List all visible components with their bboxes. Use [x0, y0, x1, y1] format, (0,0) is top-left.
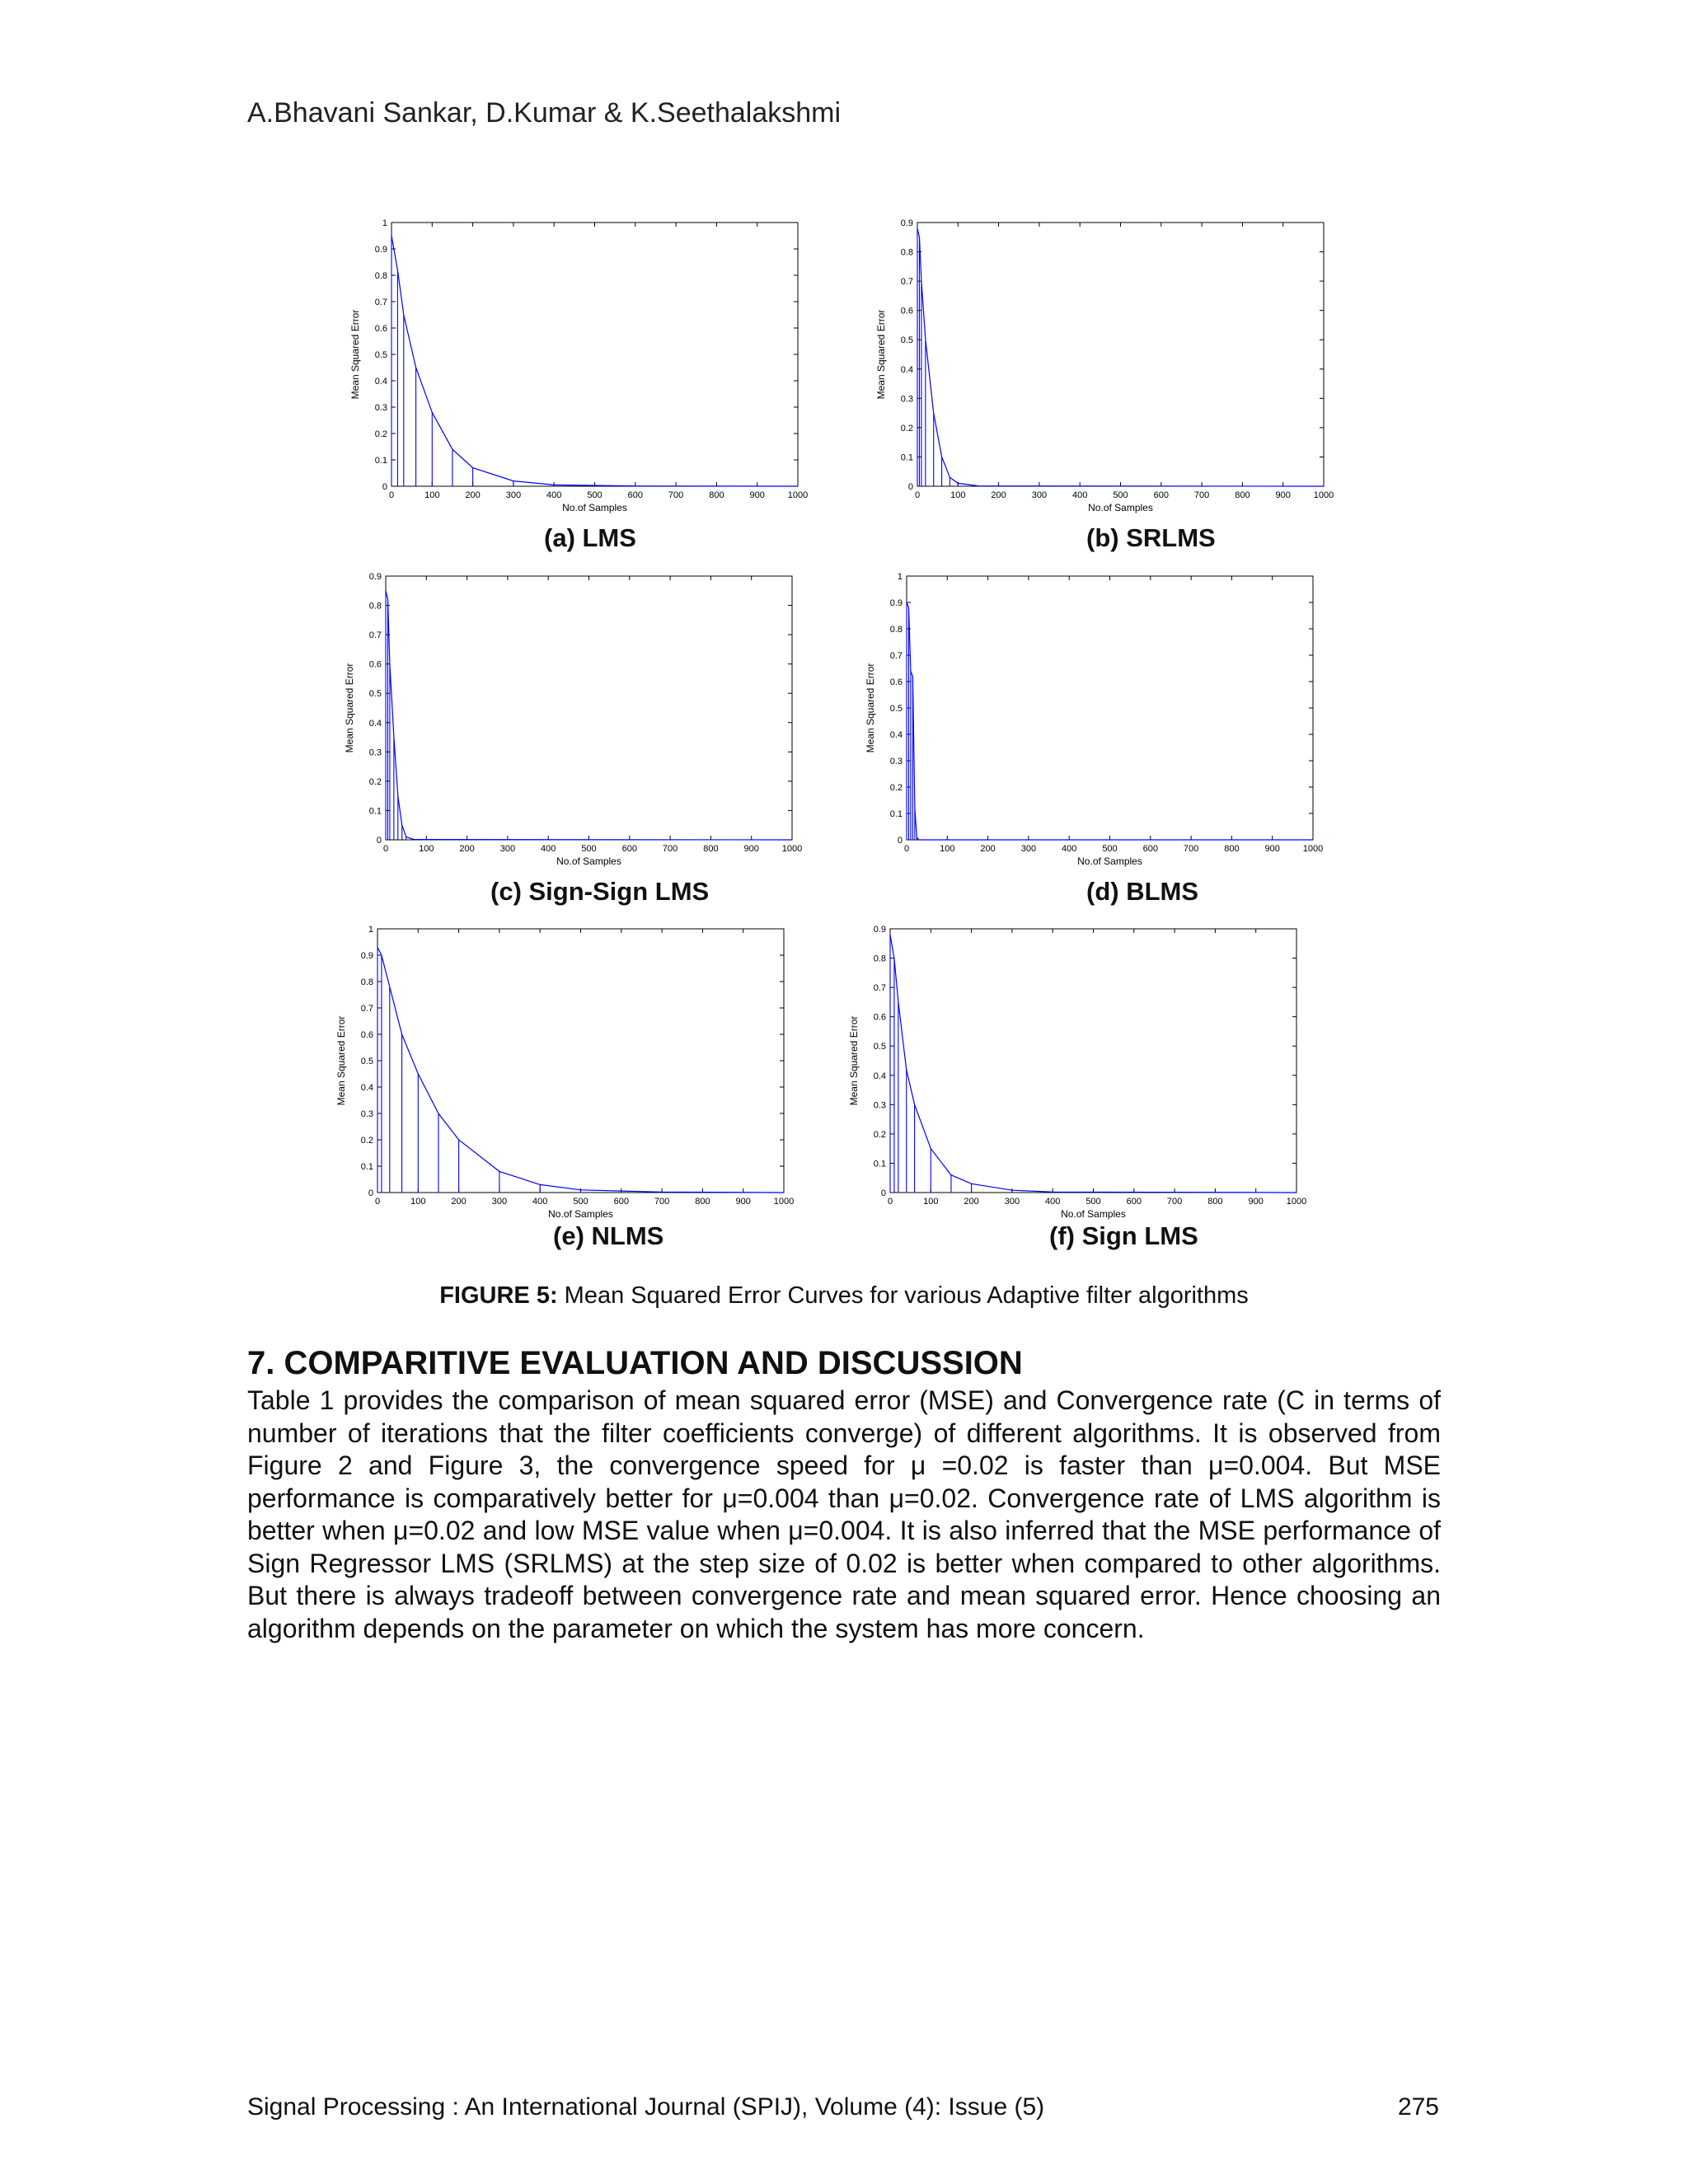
y-tick-label: 0: [382, 482, 387, 492]
section-body-paragraph: Table 1 provides the comparison of mean squared error (MSE) and Convergence rate (C in terms of number of iterations that the filter coefficients converge) of different algorithms. It is observed from Figure 2 and Figure 3, the convergence speed for μ =0.02 is faster than μ=0.004. But MSE performance is comparatively better for μ=0.004 than μ=0.02. Convergence rate of LMS algorithm is better when μ=0.02 and low MSE value when μ=0.004. It is also inferred that the MSE performance of Sign Regressor LMS (SRLMS) at the step size of 0.02 is better when compared to other algorithms. But there is always tradeoff between convergence rate and mean squared error. Hence choosing an algorithm depends on the parameter on which the system has more concern.: [247, 1385, 1442, 1643]
x-tick-label: 0: [914, 490, 921, 500]
footer-page-number: 275: [1397, 2093, 1439, 2121]
y-tick-label: 0.8: [889, 625, 903, 635]
x-tick-label: 900: [743, 844, 759, 854]
x-tick-label: 200: [980, 844, 996, 854]
y-tick-label: 1: [897, 572, 903, 582]
x-axis-label: No.of Samples: [548, 1208, 613, 1220]
x-tick-label: 900: [1275, 490, 1291, 500]
plot-frame: [386, 576, 792, 840]
x-tick-label: 500: [581, 844, 597, 854]
x-tick-label: 300: [1020, 844, 1037, 854]
x-tick-label: 600: [613, 1197, 629, 1207]
x-tick-label: 100: [424, 490, 440, 500]
y-tick-label: 0.7: [889, 651, 903, 661]
y-axis-label: Mean Squared Error: [848, 1015, 860, 1106]
x-tick-label: 600: [1153, 490, 1169, 500]
x-tick-label: 1000: [787, 490, 809, 500]
y-tick-label: 0.2: [374, 429, 387, 439]
x-tick-label: 700: [662, 844, 678, 854]
panel-caption-blms: (d) BLMS: [1086, 877, 1199, 906]
y-tick-label: 0.7: [360, 1004, 373, 1014]
y-tick-label: 0.7: [900, 277, 913, 288]
x-tick-label: 500: [587, 490, 603, 500]
y-tick-label: 0.9: [889, 598, 903, 608]
y-tick-label: 1: [382, 218, 387, 228]
x-tick-label: 0: [903, 844, 910, 854]
y-tick-label: 0.6: [900, 306, 913, 316]
x-tick-label: 900: [1264, 844, 1280, 854]
y-tick-label: 0.2: [889, 783, 903, 793]
y-tick-label: 0.1: [900, 452, 913, 463]
y-tick-label: 0.3: [360, 1109, 373, 1119]
x-tick-label: 300: [505, 490, 522, 500]
y-tick-label: 0.5: [360, 1057, 373, 1066]
y-tick-label: 0.4: [873, 1071, 886, 1081]
y-axis-label: Mean Squared Error: [865, 663, 876, 753]
y-tick-label: 0.9: [374, 245, 387, 255]
chart-panel-sign-lms: [845, 916, 1331, 1250]
mse-chart-srlms: [872, 210, 1358, 519]
x-tick-label: 100: [419, 844, 434, 854]
mse-chart-sign-sign-lms: [340, 564, 827, 873]
y-axis-label: Mean Squared Error: [344, 663, 355, 753]
plot-frame: [890, 929, 1296, 1193]
x-tick-label: 400: [541, 844, 556, 854]
x-axis-label: No.of Samples: [562, 502, 627, 513]
panel-caption-sign-lms: (f) Sign LMS: [1049, 1221, 1198, 1250]
y-tick-label: 0: [880, 1188, 886, 1198]
figure-caption-label: FIGURE 5:: [439, 1282, 558, 1309]
x-axis-label: No.of Samples: [556, 855, 621, 867]
y-tick-label: 0: [368, 1188, 373, 1198]
x-tick-label: 100: [923, 1197, 939, 1207]
y-axis-label: Mean Squared Error: [335, 1015, 347, 1106]
plot-frame: [907, 576, 1313, 840]
y-tick-label: 0.8: [374, 271, 387, 281]
x-tick-label: 0: [887, 1197, 893, 1207]
panel-caption-sign-sign-lms: (c) Sign-Sign LMS: [490, 877, 710, 906]
chart-panel-lms: [346, 210, 832, 552]
y-tick-label: 0.6: [360, 1030, 373, 1040]
x-tick-label: 0: [374, 1197, 381, 1207]
x-tick-label: 400: [1062, 844, 1077, 854]
footer-journal: Signal Processing : An International Journal (SPIJ), Volume (4): Issue (5): [247, 2093, 1045, 2121]
y-tick-label: 0.7: [374, 298, 387, 307]
x-tick-label: 500: [1113, 490, 1128, 500]
x-tick-label: 0: [388, 490, 395, 500]
y-tick-label: 0.4: [360, 1083, 373, 1093]
y-tick-label: 0.1: [360, 1162, 373, 1172]
y-tick-label: 0.8: [873, 954, 886, 964]
x-tick-label: 300: [1004, 1197, 1020, 1207]
y-tick-label: 0.8: [900, 247, 913, 258]
x-tick-label: 700: [1166, 1197, 1183, 1207]
x-axis-label: No.of Samples: [1088, 502, 1153, 513]
y-tick-label: 0.7: [368, 630, 382, 641]
x-tick-label: 700: [668, 490, 684, 500]
plot-frame: [392, 223, 798, 486]
x-tick-label: 700: [1183, 844, 1199, 854]
y-tick-label: 0.3: [900, 394, 913, 405]
x-tick-label: 400: [532, 1197, 548, 1207]
x-tick-label: 200: [465, 490, 481, 500]
y-tick-label: 0.4: [900, 364, 913, 375]
chart-panel-sign-sign-lms: [340, 564, 827, 906]
x-tick-label: 1000: [1313, 490, 1334, 500]
y-tick-label: 0.2: [900, 423, 913, 434]
x-tick-label: 1000: [1302, 844, 1324, 854]
x-tick-label: 100: [940, 844, 955, 854]
panel-caption-lms: (a) LMS: [544, 523, 636, 552]
y-tick-label: 0.3: [873, 1100, 886, 1111]
y-tick-label: 0.9: [873, 925, 886, 935]
mse-chart-nlms: [332, 916, 818, 1226]
y-tick-label: 0.8: [368, 601, 382, 612]
x-tick-label: 900: [1248, 1197, 1264, 1207]
x-tick-label: 300: [1031, 490, 1048, 500]
y-tick-label: 0.4: [889, 730, 903, 740]
y-tick-label: 0.5: [889, 704, 903, 714]
x-axis-label: No.of Samples: [1077, 855, 1142, 867]
panel-caption-nlms: (e) NLMS: [553, 1221, 664, 1250]
running-header: A.Bhavani Sankar, D.Kumar & K.Seethalakshmi: [247, 97, 842, 129]
x-tick-label: 500: [1102, 844, 1118, 854]
x-tick-label: 1000: [1286, 1197, 1307, 1207]
y-tick-label: 0.6: [889, 677, 903, 687]
x-tick-label: 1000: [773, 1197, 795, 1207]
y-tick-label: 1: [368, 925, 373, 935]
chart-panel-nlms: [332, 916, 818, 1250]
x-tick-label: 900: [749, 490, 765, 500]
y-tick-label: 0.6: [873, 1012, 886, 1023]
y-tick-label: 0.6: [374, 324, 387, 334]
x-tick-label: 600: [627, 490, 643, 500]
x-tick-label: 600: [1126, 1197, 1142, 1207]
x-tick-label: 1000: [781, 844, 803, 854]
x-tick-label: 300: [499, 844, 516, 854]
y-tick-label: 0.9: [900, 218, 913, 228]
y-tick-label: 0.1: [368, 806, 382, 817]
x-tick-label: 500: [1085, 1197, 1101, 1207]
y-tick-label: 0.1: [873, 1159, 886, 1169]
chart-panel-blms: [861, 564, 1348, 906]
y-axis-label: Mean Squared Error: [349, 309, 361, 400]
x-tick-label: 800: [1235, 490, 1250, 500]
y-tick-label: 0.5: [873, 1042, 886, 1052]
y-tick-label: 0.5: [368, 689, 382, 700]
chart-panel-srlms: [872, 210, 1358, 552]
x-tick-label: 500: [573, 1197, 588, 1207]
x-tick-label: 900: [735, 1197, 751, 1207]
x-tick-label: 200: [459, 844, 475, 854]
x-tick-label: 400: [1045, 1197, 1061, 1207]
y-tick-label: 0.4: [374, 377, 387, 387]
x-tick-label: 100: [950, 490, 966, 500]
panel-caption-srlms: (b) SRLMS: [1086, 523, 1216, 552]
section-heading: 7. COMPARITIVE EVALUATION AND DISCUSSION: [247, 1345, 1023, 1381]
y-tick-label: 0.2: [360, 1136, 373, 1146]
x-tick-label: 800: [695, 1197, 710, 1207]
y-tick-label: 0.2: [368, 776, 382, 787]
x-tick-label: 400: [1072, 490, 1088, 500]
x-axis-label: No.of Samples: [1061, 1208, 1126, 1220]
x-tick-label: 600: [1142, 844, 1158, 854]
x-tick-label: 800: [709, 490, 724, 500]
x-tick-label: 300: [491, 1197, 508, 1207]
x-tick-label: 100: [410, 1197, 426, 1207]
x-tick-label: 800: [703, 844, 719, 854]
y-tick-label: 0: [376, 836, 382, 846]
y-tick-label: 0.1: [374, 456, 387, 466]
plot-frame: [917, 223, 1324, 486]
y-tick-label: 0.4: [368, 718, 382, 729]
y-tick-label: 0.6: [368, 659, 382, 670]
x-tick-label: 600: [621, 844, 637, 854]
x-tick-label: 200: [991, 490, 1006, 500]
x-tick-label: 400: [546, 490, 562, 500]
x-tick-label: 0: [382, 844, 389, 854]
y-tick-label: 0.9: [368, 572, 382, 582]
x-tick-label: 800: [1207, 1197, 1223, 1207]
x-tick-label: 700: [654, 1197, 670, 1207]
y-tick-label: 0.5: [900, 335, 913, 346]
mse-chart-lms: [346, 210, 832, 519]
mse-chart-sign-lms: [845, 916, 1331, 1226]
figure-caption-text: Mean Squared Error Curves for various Adaptive filter algorithms: [557, 1282, 1249, 1309]
y-tick-label: 0.9: [360, 951, 373, 961]
x-tick-label: 200: [451, 1197, 467, 1207]
y-tick-label: 0.3: [374, 403, 387, 413]
y-tick-label: 0.3: [889, 757, 903, 766]
x-tick-label: 700: [1193, 490, 1210, 500]
y-tick-label: 0.8: [360, 977, 373, 987]
mse-chart-blms: [861, 564, 1348, 873]
x-tick-label: 800: [1224, 844, 1240, 854]
figure-caption: [0, 1282, 1688, 1310]
y-tick-label: 0.7: [873, 983, 886, 994]
y-tick-label: 0: [907, 482, 913, 492]
y-tick-label: 0: [897, 836, 903, 846]
y-tick-label: 0.5: [374, 350, 387, 360]
y-tick-label: 0.3: [368, 748, 382, 758]
y-axis-label: Mean Squared Error: [875, 309, 887, 400]
y-tick-label: 0.1: [889, 809, 903, 819]
x-tick-label: 200: [964, 1197, 979, 1207]
y-tick-label: 0.2: [873, 1129, 886, 1140]
